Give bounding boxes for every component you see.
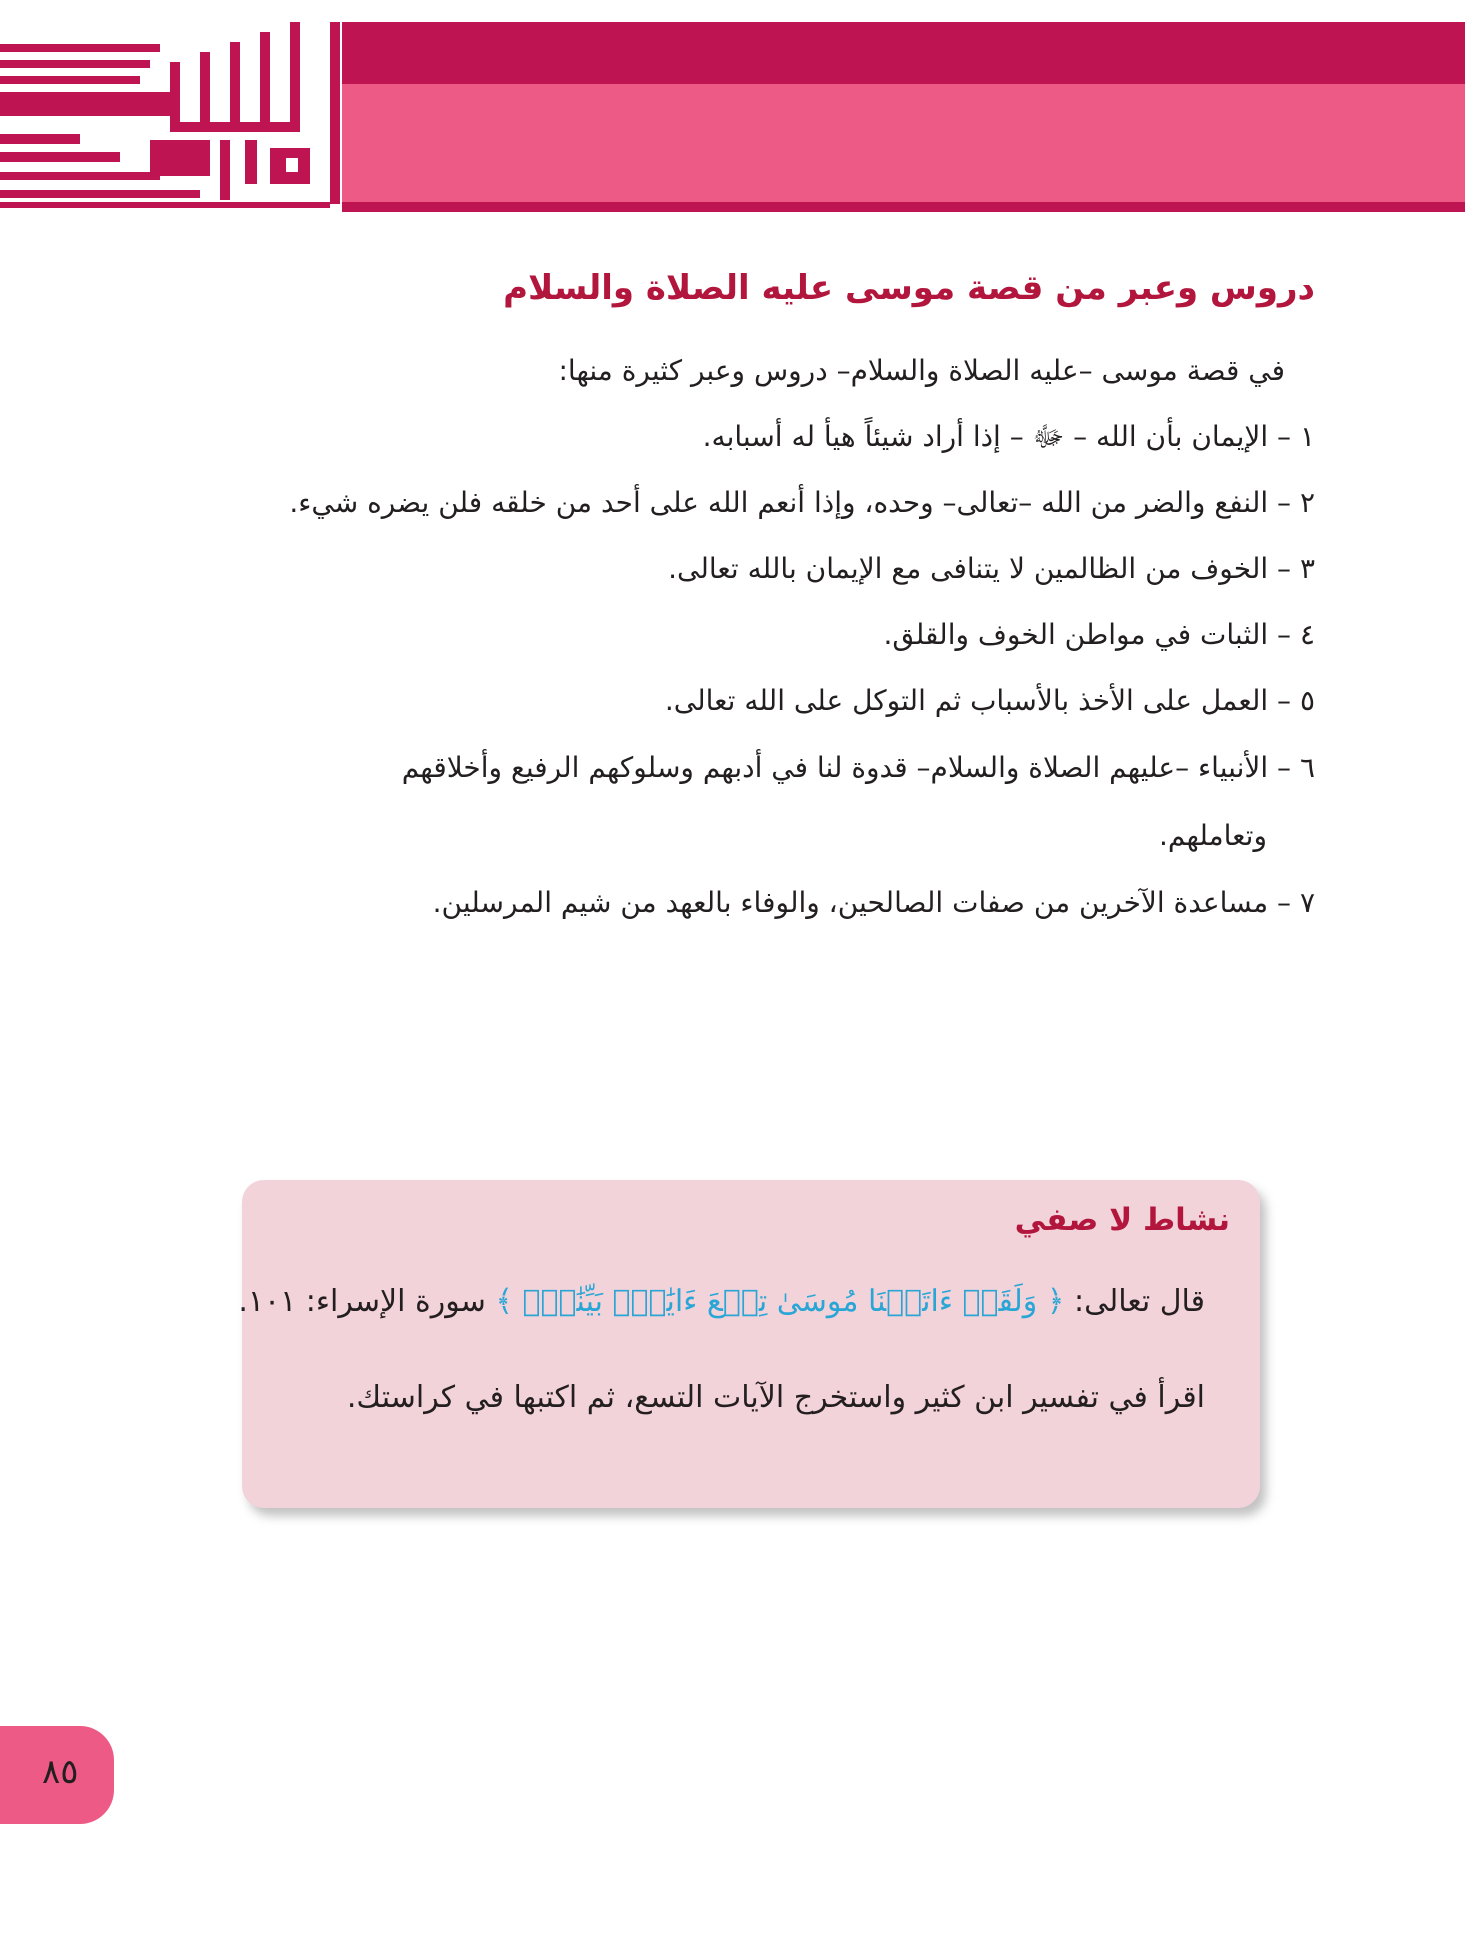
activity-verse-line (238, 1284, 1205, 1319)
lesson-item-6-line2: وتعاملهم. (1158, 819, 1267, 852)
verse-ornament-open: ﴿ (1046, 1284, 1065, 1319)
activity-title: نشاط لا صفي (1014, 1202, 1230, 1238)
lesson-item-3: ٣ – الخوف من الظالمين لا يتنافى مع الإيمان بالله تعالى. (668, 552, 1315, 585)
header-band-top (340, 22, 1465, 84)
activity-instruction: اقرأ في تفسير ابن كثير واستخرج الآيات التسع، ثم اكتبها في كراستك. (346, 1380, 1205, 1415)
intro-text: في قصة موسى –عليه الصلاة والسلام– دروس وعبر كثيرة منها: (558, 354, 1285, 387)
activity-card (238, 1180, 1260, 1508)
lesson-item-1: ١ – الإيمان بأن الله – ﷻ – إذا أراد شيئاً هيأ له أسبابه. (702, 420, 1315, 453)
lesson-item-7: ٧ – مساعدة الآخرين من صفات الصالحين، والوفاء بالعهد من شيم المرسلين. (432, 886, 1315, 919)
lesson-item-5: ٥ – العمل على الأخذ بالأسباب ثم التوكل على الله تعالى. (664, 684, 1315, 717)
lesson-item-6 (180, 734, 1315, 870)
lesson-item-6-line1: ٦ – الأنبياء –عليهم الصلاة والسلام– قدوة لنا في أدبهم وسلوكهم الرفيع وأخلاقهم (401, 751, 1315, 784)
section-title: دروس وعبر من قصة موسى عليه الصلاة والسلام (503, 268, 1315, 308)
verse-reference: سورة الإسراء: ١٠١. (238, 1284, 486, 1319)
logo-kufic-calligraphy (0, 22, 342, 212)
activity-lead: قال تعالى: (1073, 1284, 1205, 1319)
lesson-item-4: ٤ – الثبات في مواطن الخوف والقلق. (883, 618, 1315, 651)
page-number: ٨٥ (42, 1752, 79, 1792)
header-band-middle (340, 84, 1465, 202)
page-number-tab (0, 1726, 114, 1824)
verse-ornament-close: ﴾ (495, 1284, 513, 1319)
lessons-list (180, 338, 1315, 936)
lesson-item-2: ٢ – النفع والضر من الله –تعالى– وحده، وإذا أنعم الله على أحد من خلقه فلن يضره شيء. (289, 486, 1315, 519)
quran-verse: وَلَقَدۡ ءَاتَيۡنَا مُوسَىٰ تِسۡعَ ءَايَٰتِۭ بَيِّنَٰتٖۖ (522, 1284, 1038, 1319)
